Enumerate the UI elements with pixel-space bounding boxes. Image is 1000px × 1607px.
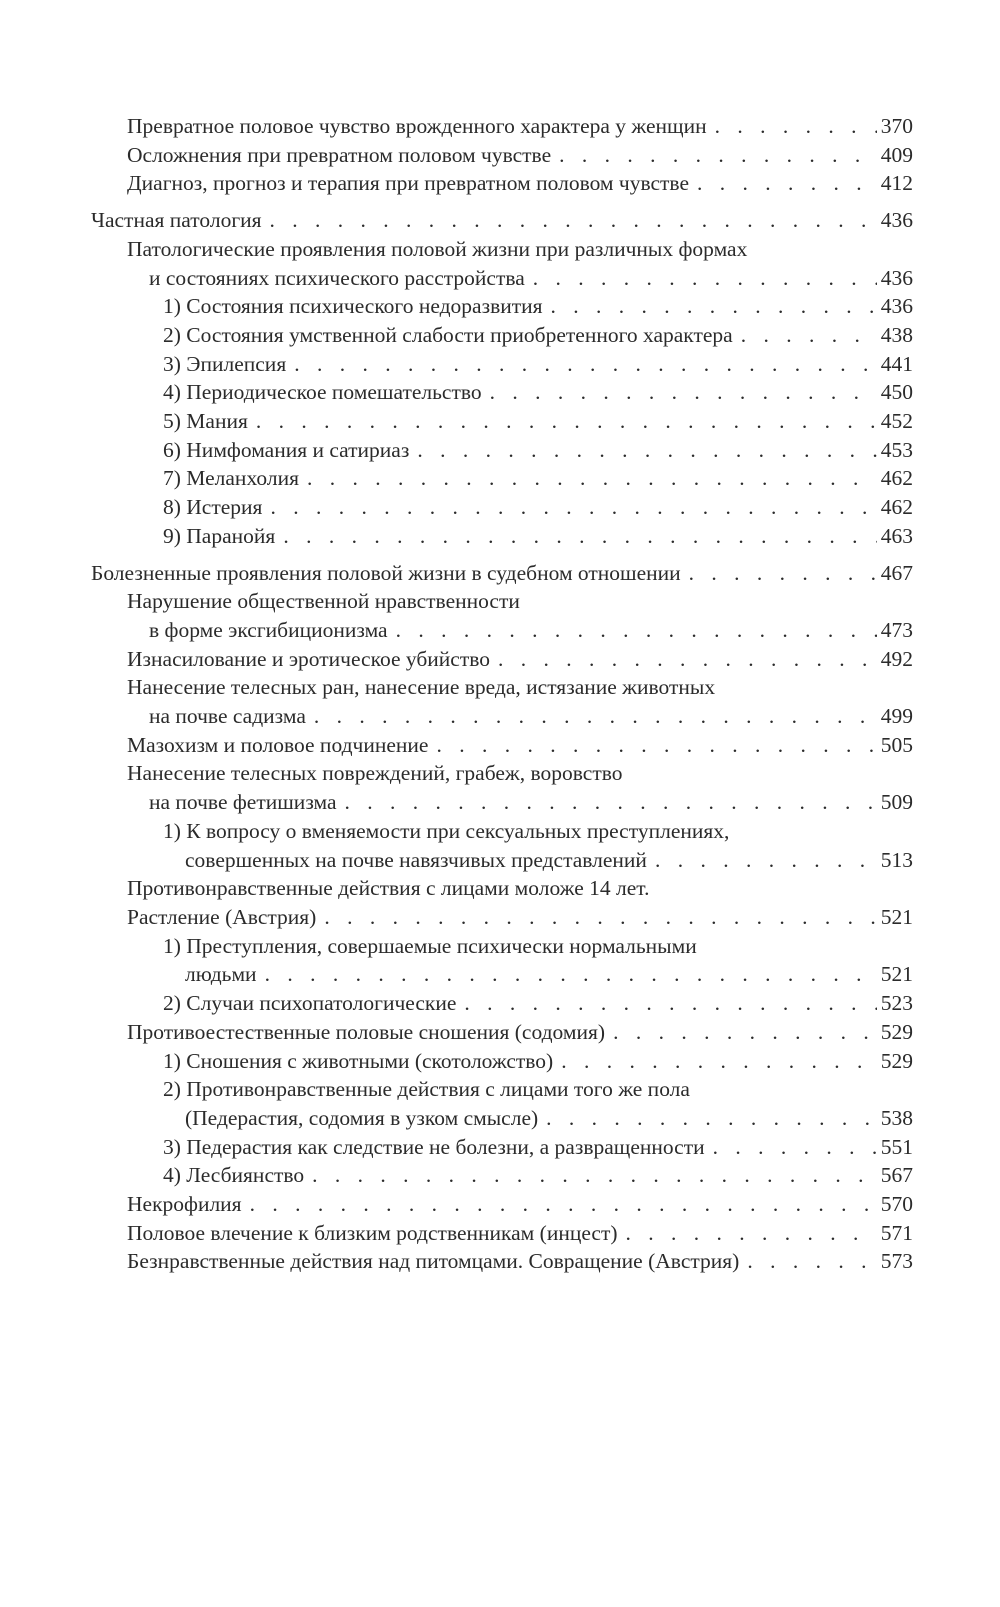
toc-page-number: 573 xyxy=(880,1249,913,1274)
toc-entry-title-continued: в форме эксгибиционизма xyxy=(149,617,388,642)
toc-page-number: 463 xyxy=(880,523,913,548)
toc-page-number: 412 xyxy=(880,171,913,196)
toc-entry-title: Превратное половое чувство врожденного характера у женщин xyxy=(127,114,707,138)
leader-dots xyxy=(741,321,877,350)
toc-page-number: 523 xyxy=(880,991,913,1016)
toc-page-number: 370 xyxy=(880,114,913,138)
toc-page-number: 529 xyxy=(880,1048,913,1073)
toc-entry-title-continued: (Педерастия, содомия в узком смысле) xyxy=(185,1105,539,1130)
toc-entry-title: 4) Периодическое помешательство xyxy=(163,380,482,405)
toc-page-number: 452 xyxy=(880,409,913,434)
leader-dots xyxy=(417,436,876,465)
toc-page-number: 505 xyxy=(880,732,913,757)
toc-entry-title: Противоестественные половые сношения (содомия) xyxy=(127,1019,606,1044)
leader-dots xyxy=(490,378,877,407)
toc-entry-title: 6) Нимфомания и сатириаз xyxy=(163,437,410,462)
toc-entry-continuation xyxy=(91,903,913,932)
toc-entry xyxy=(91,1018,913,1047)
toc-page-number: 551 xyxy=(880,1134,913,1159)
leader-dots xyxy=(312,1161,877,1190)
toc-entry-title: Изнасилование и эротическое убийство xyxy=(127,646,490,671)
toc-entry-continuation xyxy=(91,1104,913,1133)
toc-entry xyxy=(91,1247,913,1276)
toc-entry-title: Нарушение общественной нравственности xyxy=(127,589,520,614)
toc-entry-continuation xyxy=(91,702,913,731)
toc-page-number: 492 xyxy=(880,646,913,671)
leader-dots xyxy=(345,788,877,817)
toc-entry xyxy=(91,407,913,436)
leader-dots xyxy=(559,141,877,170)
leader-dots xyxy=(546,1104,877,1133)
toc-entry xyxy=(91,1133,913,1162)
leader-dots xyxy=(747,1247,876,1276)
toc-entry-title: 4) Лесбиянство xyxy=(163,1163,305,1188)
toc-entry-title: 3) Педерастия как следствие не болезни, а развращенности xyxy=(163,1134,705,1159)
toc-entry-continuation xyxy=(91,616,913,645)
toc-page-number: 467 xyxy=(880,560,913,585)
leader-dots xyxy=(561,1047,877,1076)
toc-entry xyxy=(91,464,913,493)
leader-dots xyxy=(283,522,876,551)
toc-entry-title: Патологические проявления половой жизни при различных формах xyxy=(127,236,748,261)
toc-entry-continuation xyxy=(91,788,913,817)
toc-entry-title: 2) Состояния умственной слабости приобретенного характера xyxy=(163,322,733,347)
toc-entry-title: 2) Противонравственные действия с лицами того же пола xyxy=(163,1077,690,1102)
toc-entry-title: 2) Случаи психопатологические xyxy=(163,991,457,1016)
leader-dots xyxy=(715,112,877,141)
leader-dots xyxy=(307,464,877,493)
leader-dots xyxy=(498,645,877,674)
toc-page-number: 450 xyxy=(880,380,913,405)
toc-entry-title: Нанесение телесных ран, нанесение вреда, истязание животных xyxy=(127,675,716,700)
leader-dots xyxy=(294,350,877,379)
toc-entry-title: Противонравственные действия с лицами моложе 14 лет. xyxy=(127,876,650,901)
toc-entry xyxy=(91,731,913,760)
toc-entry xyxy=(91,321,913,350)
toc-section-heading xyxy=(91,206,913,235)
toc-entry-title: 1) К вопросу о вменяемости при сексуальных преступлениях, xyxy=(163,818,730,843)
toc-entry-title: Диагноз, прогноз и терапия при превратном половом чувстве xyxy=(127,171,690,196)
toc-page-number: 521 xyxy=(880,904,913,929)
toc-entry-continuation xyxy=(91,264,913,293)
leader-dots xyxy=(270,493,876,522)
toc-entry xyxy=(91,378,913,407)
toc-entry-title-continued: на почве садизма xyxy=(149,704,306,729)
leader-dots xyxy=(396,616,877,645)
leader-dots xyxy=(324,903,876,932)
toc-page-number: 441 xyxy=(880,351,913,376)
toc-entry-title: 1) Состояния психического недоразвития xyxy=(163,294,543,319)
toc-entry-title: 1) Преступления, совершаемые психически нормальными xyxy=(163,933,697,958)
toc-entry xyxy=(91,989,913,1018)
leader-dots xyxy=(265,960,877,989)
leader-dots xyxy=(256,407,877,436)
toc-entry-title: 8) Истерия xyxy=(163,495,263,520)
toc-entry xyxy=(91,1161,913,1190)
toc-entry xyxy=(91,522,913,551)
leader-dots xyxy=(626,1219,877,1248)
leader-dots xyxy=(533,264,877,293)
toc-page-number: 436 xyxy=(880,265,913,290)
toc-entry xyxy=(91,350,913,379)
toc-entry-title: Осложнения при превратном половом чувстве xyxy=(127,142,552,167)
toc-entry xyxy=(91,112,913,141)
toc-entry-title: Болезненные проявления половой жизни в судебном отношении xyxy=(91,560,681,585)
toc-page-number: 567 xyxy=(880,1163,913,1188)
toc-entry xyxy=(91,169,913,198)
toc-page-number: 436 xyxy=(880,294,913,319)
toc-entry-title: Мазохизм и половое подчинение xyxy=(127,732,429,757)
toc-page-number: 571 xyxy=(880,1220,913,1245)
leader-dots xyxy=(270,206,877,235)
leader-dots xyxy=(314,702,877,731)
toc-page-number: 513 xyxy=(880,847,913,872)
leader-dots xyxy=(613,1018,877,1047)
toc-page-number: 521 xyxy=(880,962,913,987)
toc-page-number: 538 xyxy=(880,1105,913,1130)
toc-entry-title-continued: и состояниях психического расстройства xyxy=(149,265,525,290)
toc-entry-title-continued: людьми xyxy=(185,962,257,987)
toc-page-number: 499 xyxy=(880,704,913,729)
toc-page-number: 462 xyxy=(880,495,913,520)
toc-entry xyxy=(91,141,913,170)
toc-entry xyxy=(91,1190,913,1219)
leader-dots xyxy=(551,292,877,321)
toc-entry-title: 9) Паранойя xyxy=(163,523,276,548)
toc-page-number: 462 xyxy=(880,466,913,491)
toc-entry-title-continued: совершенных на почве навязчивых представлений xyxy=(185,847,647,872)
toc-entry-title: Частная патология xyxy=(91,208,262,233)
leader-dots xyxy=(689,559,877,588)
leader-dots xyxy=(464,989,876,1018)
toc-entry xyxy=(91,493,913,522)
leader-dots xyxy=(697,169,877,198)
leader-dots xyxy=(436,731,876,760)
toc-entry-title: Половое влечение к близким родственникам (инцест) xyxy=(127,1220,618,1245)
toc-entry-title: Некрофилия xyxy=(127,1192,242,1217)
toc-entry-title: 5) Мания xyxy=(163,409,248,434)
toc-entry-title: Нанесение телесных повреждений, грабеж, воровство xyxy=(127,761,623,786)
toc-section-heading xyxy=(91,559,913,588)
toc-page-number: 438 xyxy=(880,322,913,347)
leader-dots xyxy=(250,1190,877,1219)
leader-dots xyxy=(655,846,877,875)
toc-entry-title: 3) Эпилепсия xyxy=(163,351,287,376)
toc-entry xyxy=(91,292,913,321)
toc-page-number: 529 xyxy=(880,1019,913,1044)
toc-entry-title: Безнравственные действия над питомцами. Совращение (Австрия) xyxy=(127,1249,740,1274)
toc-entry-title-continued: на почве фетишизма xyxy=(149,790,337,815)
toc-entry xyxy=(91,645,913,674)
toc-entry-continuation xyxy=(91,846,913,875)
toc-entry xyxy=(91,1047,913,1076)
toc-entry-title: 1) Сношения с животными (скотоложство) xyxy=(163,1048,554,1073)
table-of-contents xyxy=(91,112,913,1276)
toc-entry xyxy=(91,1219,913,1248)
leader-dots xyxy=(713,1133,877,1162)
toc-entry xyxy=(91,436,913,465)
toc-entry-title: 7) Меланхолия xyxy=(163,466,299,491)
toc-entry-title-continued: Растление (Австрия) xyxy=(127,904,317,929)
toc-page-number: 509 xyxy=(880,790,913,815)
toc-page-number: 570 xyxy=(880,1192,913,1217)
toc-entry-continuation xyxy=(91,960,913,989)
toc-page-number: 473 xyxy=(880,617,913,642)
toc-page-number: 409 xyxy=(880,142,913,167)
toc-page-number: 453 xyxy=(880,437,913,462)
toc-page-number: 436 xyxy=(880,208,913,233)
